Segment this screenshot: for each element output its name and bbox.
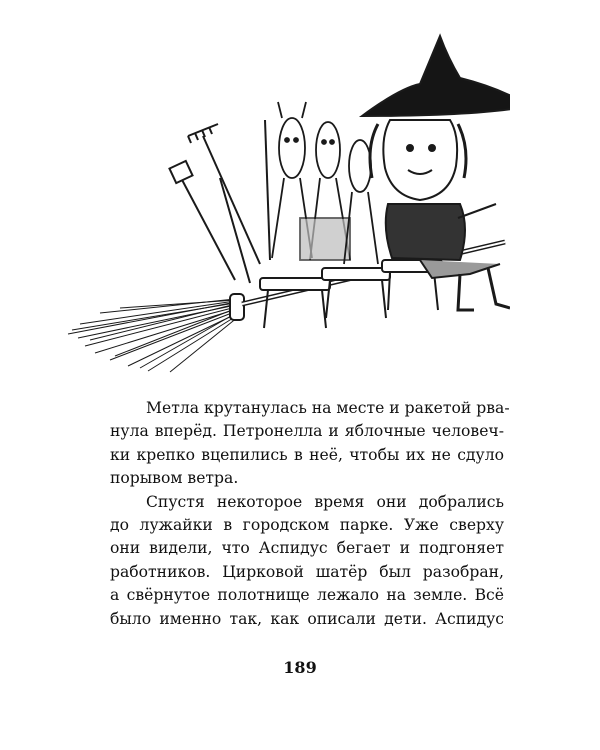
paragraph-2	[110, 491, 504, 631]
witch-hat	[362, 36, 510, 116]
text-line: до лужайки в городском парке. Уже сверху	[110, 516, 504, 535]
broom-bristles	[68, 299, 238, 372]
apple-people	[272, 102, 378, 264]
text-line: было именно так, как описали дети. Аспидус	[110, 609, 504, 628]
page-number: 189	[283, 658, 317, 677]
text-line: работников. Цирковой шатёр был разобран,	[110, 562, 504, 581]
text-line: Спустя некоторое время они добрались	[146, 492, 504, 511]
text-line: нула вперёд. Петронелла и яблочные человеч-	[110, 422, 504, 441]
text-line: ки крепко вцепились в неё, чтобы их не сдуло	[110, 445, 504, 464]
witch-broom-illustration	[60, 28, 510, 378]
body-text	[110, 397, 510, 631]
text-line: они видели, что Аспидус бегает и подгоняет	[110, 539, 504, 558]
text-line: Метла крутанулась на месте и ракетой рва-	[146, 399, 510, 417]
garden-tools	[169, 120, 270, 283]
text-line: а свёрнутое полотнище лежало на земле. Всё	[110, 586, 504, 605]
text-line: порывом ветра.	[110, 469, 239, 488]
paragraph-1	[110, 397, 510, 491]
